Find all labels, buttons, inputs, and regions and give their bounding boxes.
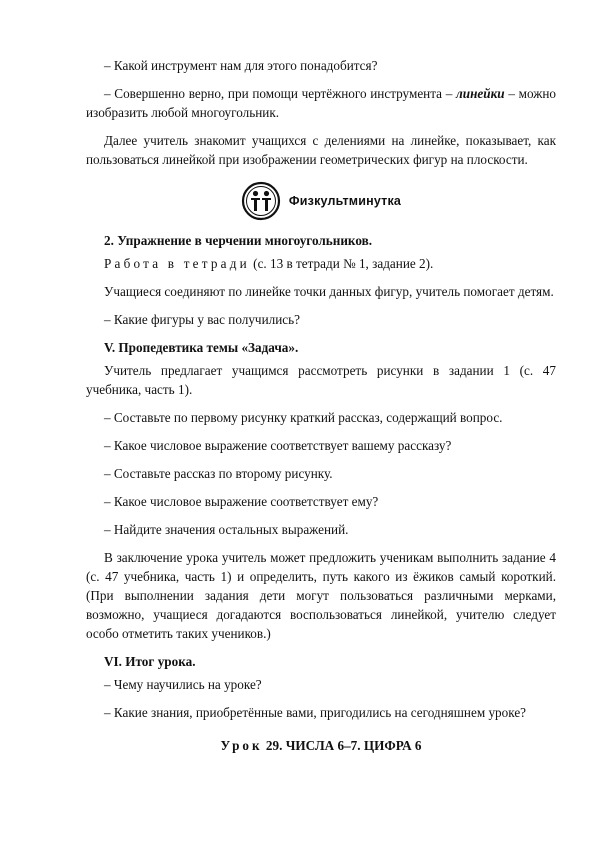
question-values: – Найдите значения остальных выражений. bbox=[104, 522, 349, 537]
paragraph-teacher-ruler: Далее учитель знакомит учащихся с делениями на линейке, показывает, как пользоваться линейкой при изображении геометрических фигур на плоскости. bbox=[86, 133, 556, 167]
lesson-title-text: 29. ЧИСЛА 6–7. ЦИФРА 6 bbox=[262, 738, 422, 753]
question-figures: – Какие фигуры у вас получились? bbox=[104, 312, 300, 327]
paragraph-conclusion: В заключение урока учитель может предложить ученикам выполнить задание 4 (с. 47 учебника, часть 1) и определить, путь какого из ёжиков самый короткий. (При выполнении задания дети могут пользоваться различными мерками, возможно, учащиеся догадаются воспользоваться линейкой, учителю следует особо отметить таких учеников.) bbox=[86, 550, 556, 641]
paragraph-ruler-start: – Совершенно верно, при помощи чертёжного инструмента – bbox=[104, 86, 456, 101]
question-expression-1: – Какое числовое выражение соответствует вашему рассказу? bbox=[104, 438, 452, 453]
question-learned: – Чему научились на уроке? bbox=[104, 677, 262, 692]
paragraph-ruler-end: – можно изобразить любой многоугольник. bbox=[86, 86, 557, 120]
work-in-notebook-ref: (с. 13 в тетради № 1, задание 2). bbox=[249, 256, 434, 271]
heading-section-5: V. Пропедевтика темы «Задача». bbox=[104, 340, 299, 355]
fizminutka-banner bbox=[86, 181, 556, 221]
paragraph-ruler bbox=[86, 84, 556, 122]
heading-section-6: VI. Итог урока. bbox=[104, 654, 196, 669]
work-in-notebook-spaced: Работа в тетради bbox=[104, 256, 250, 271]
question-knowledge: – Какие знания, приобретённые вами, пригодились на сегодняшнем уроке? bbox=[104, 705, 527, 720]
lesson-word: Урок bbox=[220, 738, 263, 753]
question-instrument: – Какой инструмент нам для этого понадобится? bbox=[104, 58, 378, 73]
fizminutka-label: Физкультминутка bbox=[288, 193, 402, 208]
text-content bbox=[86, 56, 556, 755]
heading-task-2: 2. Упражнение в черчении многоугольников. bbox=[104, 233, 373, 248]
question-expression-2: – Какое числовое выражение соответствует ему? bbox=[104, 494, 379, 509]
two-people-circle-icon bbox=[241, 181, 281, 221]
work-in-notebook bbox=[86, 254, 556, 273]
lesson-title bbox=[86, 736, 556, 755]
paragraph-teacher-offers: Учитель предлагает учащимся рассмотреть рисунки в задании 1 (с. 47 учебника, часть 1). bbox=[86, 363, 556, 397]
question-story-2: – Составьте рассказ по второму рисунку. bbox=[104, 466, 333, 481]
paragraph-students-connect: Учащиеся соединяют по линейке точки данных фигур, учитель помогает детям. bbox=[104, 284, 554, 299]
fizminutka-box bbox=[241, 181, 401, 221]
question-story-1: – Составьте по первому рисунку краткий рассказ, содержащий вопрос. bbox=[104, 410, 503, 425]
ruler-term: линейки bbox=[456, 86, 505, 101]
